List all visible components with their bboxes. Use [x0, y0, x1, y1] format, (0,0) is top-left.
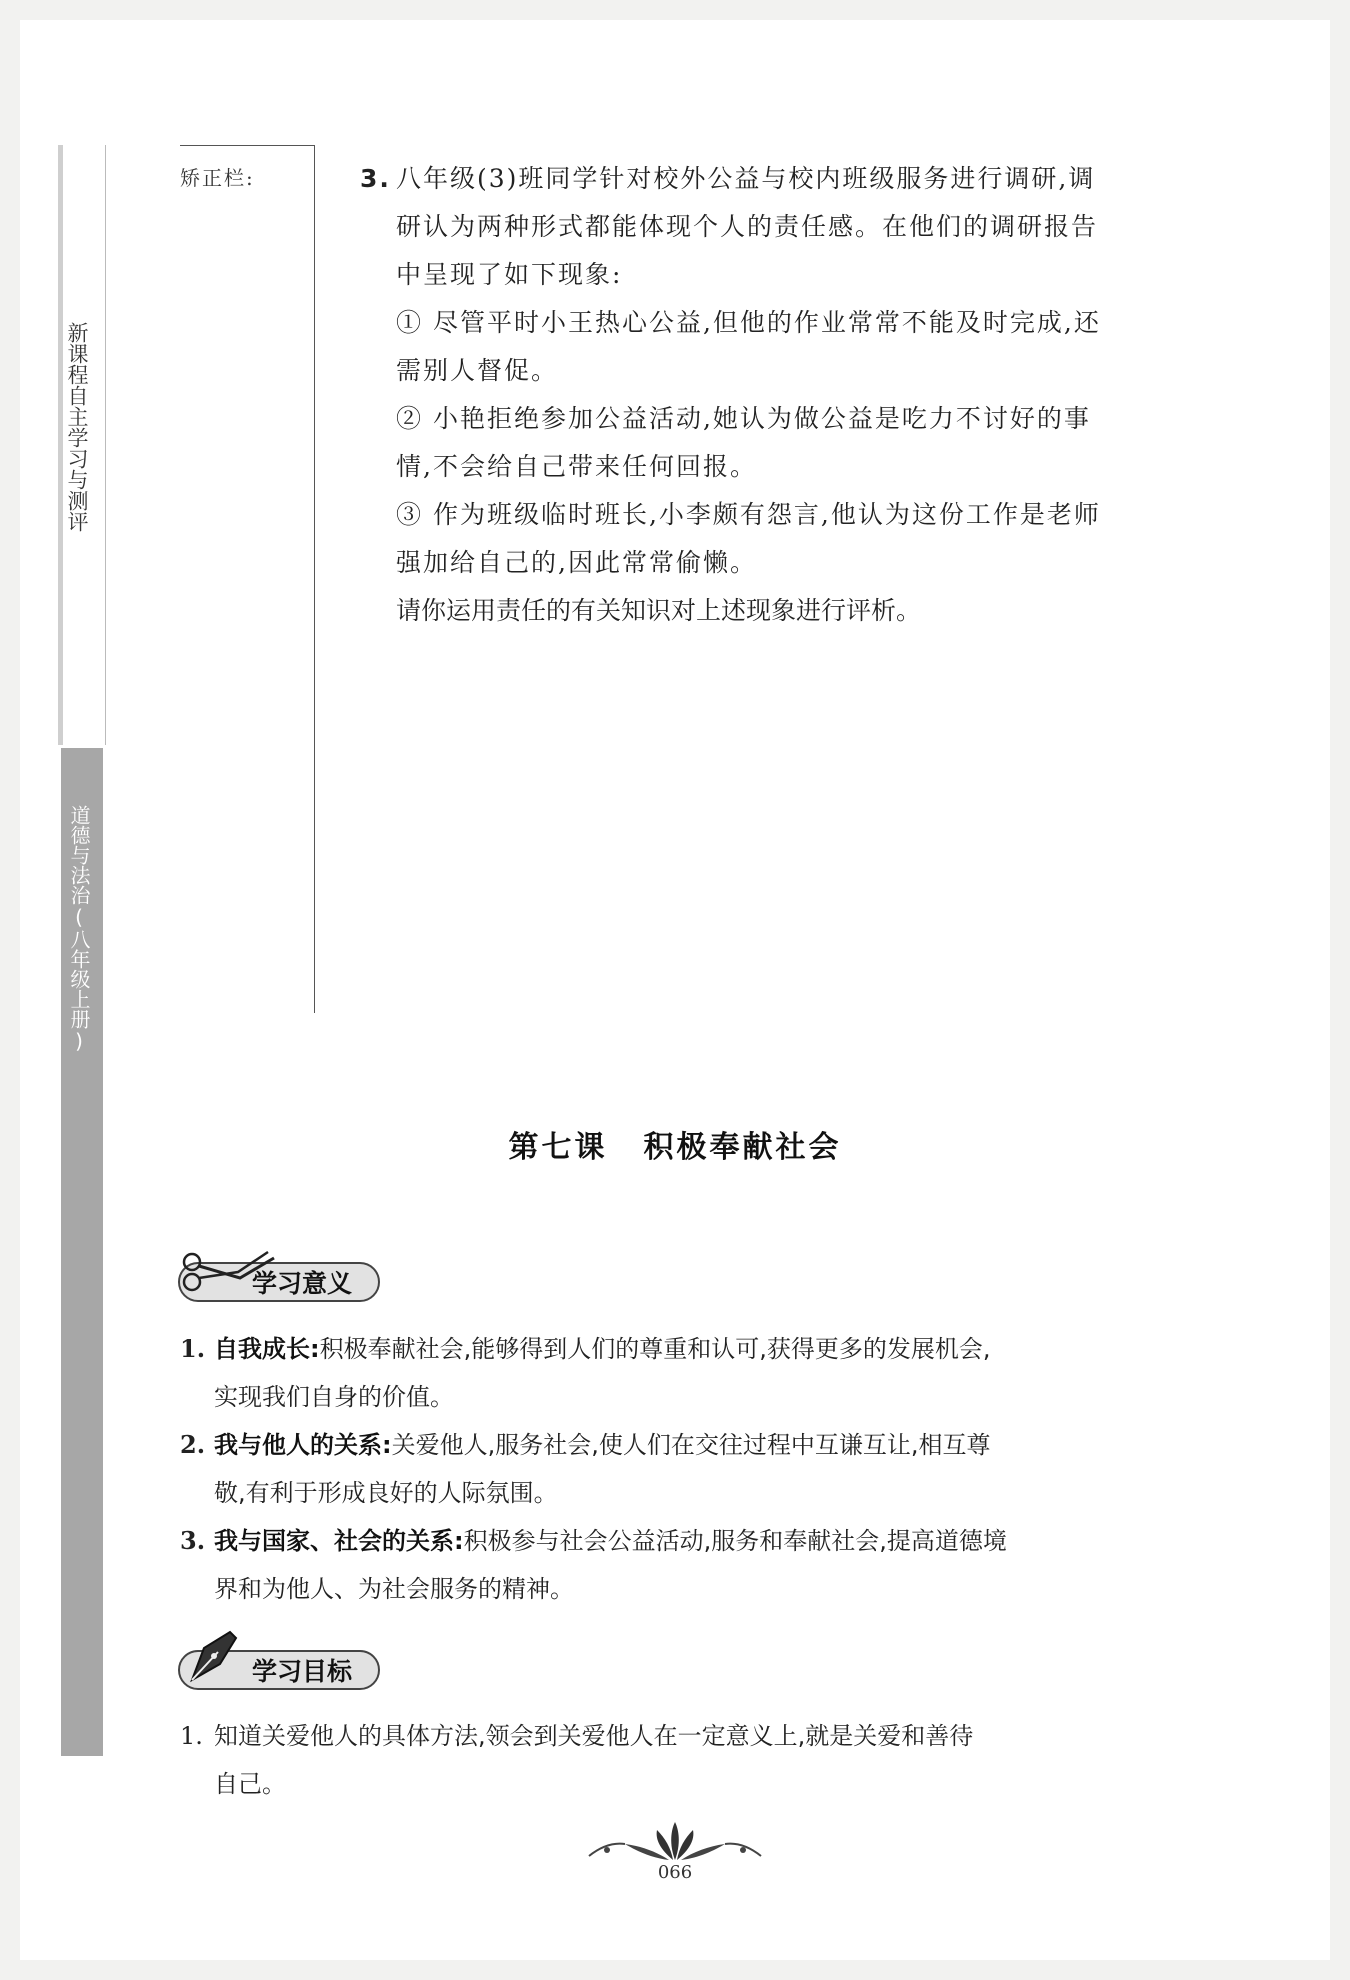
- phenomenon-item-cont: 需别人督促。: [396, 356, 559, 385]
- section-heading-objectives: [178, 1640, 388, 1690]
- list-item: [180, 1712, 1160, 1808]
- phenomenon-item: ② 小艳拒绝参加公益活动,她认为做公益是吃力不讨好的事: [396, 404, 1091, 433]
- item-number: 3.: [180, 1526, 206, 1555]
- item-text: 积极奉献社会,能够得到人们的尊重和认可,获得更多的发展机会,: [319, 1335, 991, 1363]
- item-number: 1.: [180, 1722, 203, 1750]
- item-term: 自我成长:: [214, 1335, 320, 1363]
- phenomenon-item: ① 尽管平时小王热心公益,但他的作业常常不能及时完成,还: [396, 308, 1101, 337]
- list-item: [180, 1517, 1160, 1613]
- objectives-list: [180, 1712, 1160, 1808]
- lesson-title: [0, 1122, 1350, 1166]
- list-item: [180, 1421, 1160, 1517]
- question-line: 中呈现了如下现象:: [396, 260, 623, 289]
- question-prompt: 请你运用责任的有关知识对上述现象进行评析。: [396, 596, 922, 625]
- series-title: 新课程自主学习与测评: [65, 322, 89, 532]
- heading-label: 学习意义: [252, 1269, 353, 1298]
- item-number: 1.: [180, 1334, 206, 1363]
- phenomenon-item-cont: 情,不会给自己带来任何回报。: [396, 452, 757, 481]
- item-text-cont: 界和为他人、为社会服务的精神。: [214, 1575, 574, 1603]
- correction-column-rule: [314, 145, 315, 1013]
- item-text: 知道关爱他人的具体方法,领会到关爱他人在一定意义上,就是关爱和善待: [214, 1722, 974, 1750]
- pen-nib-icon: [178, 1626, 258, 1686]
- question-number: 3.: [360, 164, 391, 193]
- section-heading-significance: [178, 1252, 388, 1302]
- question-line: 研认为两种形式都能体现个人的责任感。在他们的调研报告: [396, 212, 1099, 241]
- item-text: 积极参与社会公益活动,服务和奉献社会,提高道德境: [463, 1527, 1007, 1555]
- correction-column-top-rule: [180, 145, 315, 146]
- phenomenon-item-cont: 强加给自己的,因此常常偷懒。: [396, 548, 757, 577]
- list-item: [180, 1325, 1160, 1421]
- item-text-cont: 实现我们自身的价值。: [214, 1383, 454, 1411]
- question-3: [360, 155, 1160, 635]
- page-number: 066: [657, 1862, 693, 1883]
- item-text-cont: 自己。: [214, 1770, 286, 1798]
- item-term: 我与他人的关系:: [214, 1431, 392, 1459]
- book-title: 道德与法治(八年级上册): [67, 805, 91, 1053]
- heading-label: 学习目标: [252, 1657, 353, 1686]
- item-text-cont: 敬,有利于形成良好的人际氛围。: [214, 1479, 558, 1507]
- correction-label: 矫正栏:: [180, 166, 255, 190]
- lesson-name: 积极奉献社会: [643, 1130, 842, 1165]
- significance-list: [180, 1325, 1160, 1613]
- floral-ornament-icon: [585, 1820, 765, 1864]
- question-line: 八年级(3)班同学针对校外公益与校内班级服务进行调研,调: [396, 164, 1096, 193]
- phenomenon-item: ③ 作为班级临时班长,小李颇有怨言,他认为这份工作是老师: [396, 500, 1101, 529]
- item-text: 关爱他人,服务社会,使人们在交往过程中互谦互让,相互尊: [391, 1431, 991, 1459]
- item-number: 2.: [180, 1430, 206, 1459]
- item-term: 我与国家、社会的关系:: [214, 1527, 464, 1555]
- lesson-number: 第七课: [508, 1130, 608, 1165]
